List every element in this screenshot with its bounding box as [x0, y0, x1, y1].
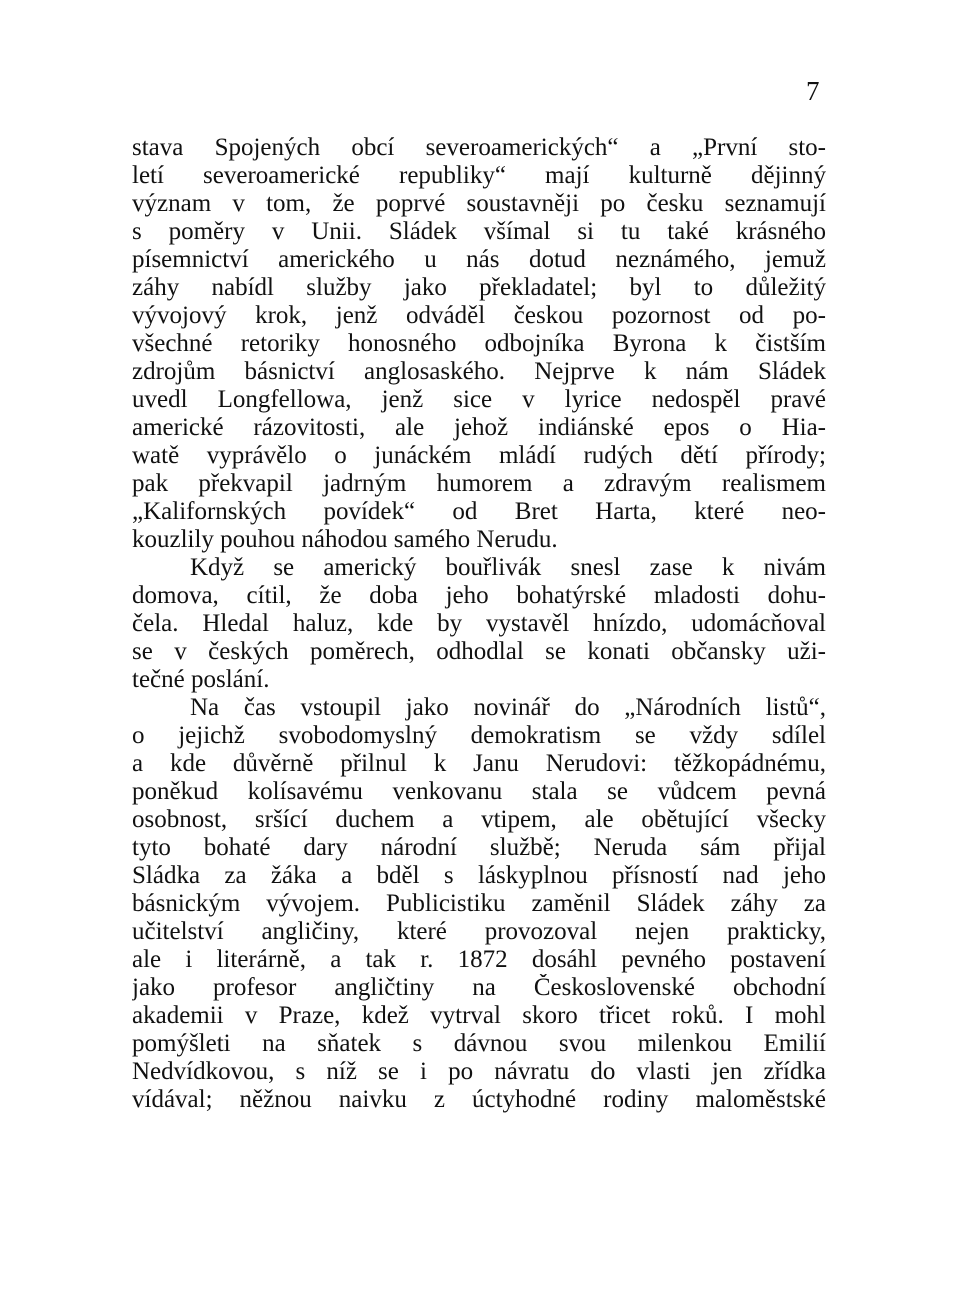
- text-line: letí severoamerické republiky“ mají kulturně dějinný: [132, 162, 826, 189]
- text-line: jako profesor angličtiny na Československé obchodní: [132, 974, 826, 1001]
- paragraph-start-line: Když se americký bouřlivák snesl zase k nivám: [190, 554, 826, 581]
- text-line: vídával; něžnou naivku z úctyhodné rodiny maloměstské: [132, 1086, 826, 1113]
- text-line: se v českých poměrech, odhodlal se konati občansky uži-: [132, 638, 826, 665]
- text-line: s poměry v Unii. Sládek všímal si tu také krásného: [132, 218, 826, 245]
- body-text: [132, 134, 826, 1114]
- text-line: a kde důvěrně přilnul k Janu Nerudovi: těžkopádnému,: [132, 750, 826, 777]
- text-line: všechné retoriky honosného odbojníka Byrona k čistším: [132, 330, 826, 357]
- text-line: písemnictví amerického u nás dotud neznámého, jemuž: [132, 246, 826, 273]
- text-line: americké rázovitosti, ale jehož indiánské epos o Hia-: [132, 414, 826, 441]
- text-line: watě vyprávělo o junáckém mládí rudých dětí přírody;: [132, 442, 826, 469]
- text-line: akademii v Praze, kdež vytrval skoro třicet roků. I mohl: [132, 1002, 826, 1029]
- text-line: tečné poslání.: [132, 666, 270, 693]
- text-line: pak překvapil jadrným humorem a zdravým realismem: [132, 470, 826, 497]
- paragraph-start-line: Na čas vstoupil jako novinář do „Národních listů“,: [190, 694, 826, 721]
- text-line: osobnost, sršící duchem a vtipem, ale obětující všecky: [132, 806, 826, 833]
- text-line: poněkud kolísavému venkovanu stala se vůdcem pevná: [132, 778, 826, 805]
- text-line: význam v tom, že poprvé soustavněji po česku seznamují: [132, 190, 826, 217]
- text-line: Nedvídkovou, s níž se i po návratu do vlasti jen zřídka: [132, 1058, 826, 1085]
- text-line: stava Spojených obcí severoamerických“ a „První sto-: [132, 134, 826, 161]
- text-line: zdrojům básnictví anglosaského. Nejprve k nám Sládek: [132, 358, 826, 385]
- text-line: básnickým vývojem. Publicistiku zaměnil Sládek záhy za: [132, 890, 826, 917]
- page-number: 7: [806, 76, 820, 106]
- text-line: uvedl Longfellowa, jenž sice v lyrice nedospěl pravé: [132, 386, 826, 413]
- text-line: „Kalifornských povídek“ od Bret Harta, které neo-: [132, 498, 826, 525]
- text-line: vývojový krok, jenž odváděl českou pozornost od po-: [132, 302, 826, 329]
- text-line: záhy nabídl služby jako překladatel; byl to důležitý: [132, 274, 826, 301]
- text-line: domova, cítil, že doba jeho bohatýrské mladosti dohu-: [132, 582, 826, 609]
- text-line: pomýšleti na sňatek s dávnou svou milenkou Emilií: [132, 1030, 826, 1057]
- text-line: čela. Hledal haluz, kde by vystavěl hnízdo, udomácňoval: [132, 610, 826, 637]
- text-line: tyto bohaté dary národní službě; Neruda sám přijal: [132, 834, 826, 861]
- text-line: ale i literárně, a tak r. 1872 dosáhl pevného postavení: [132, 946, 826, 973]
- text-line: o jejichž svobodomyslný demokratism se vždy sdílel: [132, 722, 826, 749]
- text-line: Sládka za žáka a bděl s láskyplnou přísností nad jeho: [132, 862, 826, 889]
- text-line: učitelství angličiny, které provozoval nejen prakticky,: [132, 918, 826, 945]
- text-line: kouzlily pouhou náhodou samého Nerudu.: [132, 526, 558, 553]
